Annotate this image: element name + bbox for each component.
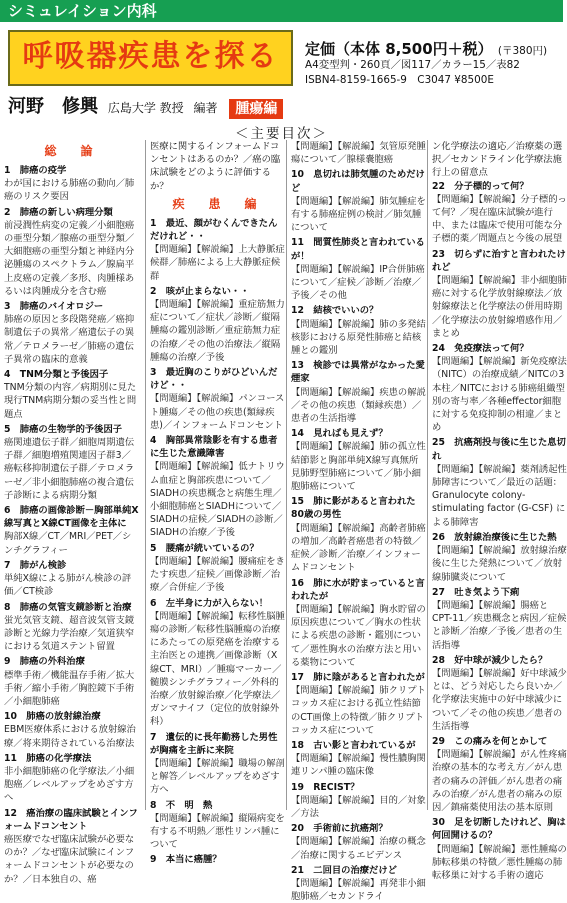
entry-heading — [150, 542, 285, 555]
toc-column-2 — [145, 140, 285, 866]
entry-title: 肺癌のバイオロジー — [19, 301, 104, 313]
entry-title: 足を切断したけれど、胸は何回開けるの？ — [432, 817, 566, 842]
toc-entry — [4, 504, 139, 557]
toc-entry — [432, 531, 567, 584]
entry-number: 13 — [291, 360, 304, 372]
toc-entry — [432, 735, 567, 814]
toc-entry — [4, 807, 139, 886]
spec-isbn: ISBN4-8159-1665-9 C3047 ¥8500E — [305, 74, 494, 86]
toc-entry — [432, 654, 567, 733]
entry-title: 間質性肺炎と言われているが！ — [291, 237, 425, 262]
toc-entry — [4, 601, 139, 654]
entry-heading — [4, 164, 139, 177]
toc-entry — [291, 781, 426, 821]
entry-number: 18 — [291, 739, 304, 751]
entry-heading — [4, 300, 139, 313]
entry-title: 免疫療法って何？ — [454, 343, 529, 355]
toc-entry — [291, 427, 426, 493]
entry-heading — [432, 342, 567, 355]
entry-description: 【問題編】【解説編】重症筋無力症について／症状／診断／縦隔腫瘍の鑑別診断／重症筋無力症の治療／その他の治療法／縦隔腫瘍の治療／予後 — [150, 299, 285, 363]
entry-number: 12 — [4, 807, 17, 819]
entry-title: 吐き気よう下痢 — [454, 586, 520, 598]
toc-entry — [291, 577, 426, 669]
entry-number: 3 — [4, 301, 11, 313]
toc-entry — [150, 434, 285, 540]
entry-number: 7 — [150, 731, 157, 743]
toc-entry — [432, 436, 567, 528]
entry-title: 古い影と言われているが — [313, 739, 416, 751]
entry-description: 【問題編】【解説編】分子標的って何？／現在臨床試験が進行中、または臨床で使用可能な分子標的薬／問題点と今後の展望 — [432, 193, 567, 245]
entry-title: 腰痛が続いているの？ — [165, 542, 259, 554]
entry-number: 17 — [291, 671, 304, 683]
toc-entry — [150, 366, 285, 432]
entry-description: 【問題編】【解説編】慢性膿胸関連リンパ腫の臨床像 — [291, 753, 426, 778]
entry-number: 24 — [432, 343, 445, 355]
toc-entry — [150, 542, 285, 595]
entry-title: 癌治療の臨床試験とインフォームドコンセント — [4, 807, 138, 832]
entry-number: 19 — [291, 781, 304, 793]
toc-entry — [4, 655, 139, 708]
entry-description: 肺癌の原因と多段階発癌／癌抑制遺伝子の異常／癌遺伝子の異常／テロメラーゼ／肺癌の遺伝子異常の臨床的意義 — [4, 314, 135, 365]
entry-heading — [291, 236, 426, 262]
toc-entry — [150, 731, 285, 797]
entry-number: 11 — [291, 237, 304, 249]
entry-heading — [150, 366, 285, 392]
entry-description: 【問題編】【解説編】縦隔病変を有する不明熱／悪性リンパ腫について — [150, 812, 285, 851]
entry-description: 癌関連遺伝子群／細胞周期遺伝子群／細胞増殖関連因子群3／癌転移抑制遺伝子群／テロメラーゼ／非小細胞肺癌の複合遺伝子診断による病期分類 — [4, 437, 135, 501]
toc-entry — [291, 864, 426, 903]
toc-entry — [4, 752, 139, 805]
toc-entry — [432, 342, 567, 434]
entry-number: 2 — [150, 285, 157, 297]
editor-role: 編著 — [193, 101, 218, 115]
entry-heading — [150, 731, 285, 757]
entry-description: 前浸潤性病変の定義／小細胞癌の亜型分類／腺癌の亜型分類／大細胞癌の亜型分類と神経内分泌腫瘍のスペクトラム／腺扁平上皮癌の定義／多形、肉腫様あるいは肉腫成分を含む癌 — [4, 219, 135, 297]
entry-description: 癌医療でなぜ臨床試験が必要なのか？／なぜ臨床試験にインフォームドコンセントが必要なのか？／日本独自の、癌 — [4, 833, 135, 885]
entry-number: 11 — [4, 752, 17, 764]
entry-number: 14 — [291, 428, 304, 440]
entry-heading — [291, 822, 426, 835]
entry-description: 【問題編】【解説編】治療の概念／治療に関するエビデンス — [291, 836, 426, 861]
entry-number: 7 — [4, 559, 11, 571]
entry-title: 咳が止まらない・・ — [165, 285, 250, 297]
entry-title: 切らずに治すと言われたけれど — [432, 248, 566, 273]
entry-heading — [4, 206, 139, 219]
entry-description: 【問題編】【解説編】がん性疼痛治療の基本的な考え方／がん患者の痛みの評価／がん患者の痛みの治療／がん患者の痛みの原因／鎮痛薬使用法の基本原則 — [432, 749, 567, 813]
entry-number: 10 — [291, 169, 304, 181]
entry-number: 28 — [432, 654, 445, 666]
entry-title: 左半身に力が入らない！ — [165, 597, 269, 609]
entry-description: 【問題編】【解説編】好中球減少とは、どう対応したら良いか／化学療法実施中の好中球減少について／その他の疾患／患者の生活指導 — [432, 667, 567, 732]
entry-title: 不 明 熱 — [165, 799, 213, 811]
entry-title: 肺癌の生物学的予後因子 — [19, 423, 123, 435]
spec-format: A4変型判・260頁／図117／カラー15／表82 — [305, 59, 520, 71]
entry-description: 【問題編】【解説編】放射線治療後に生じた発熱について／放射線肺臓炎について — [432, 545, 567, 583]
entry-heading — [291, 864, 426, 877]
entry-heading — [432, 436, 567, 462]
entry-number: 21 — [291, 864, 304, 876]
entry-title: 肺癌の化学療法 — [26, 752, 92, 764]
toc-entry — [150, 217, 285, 283]
toc-entry — [4, 368, 139, 421]
entry-title: 検診では異常がなかった愛煙家 — [291, 360, 425, 385]
entry-heading — [291, 359, 426, 385]
entry-heading — [4, 710, 139, 723]
entry-number: 1 — [150, 217, 157, 229]
editor-line — [8, 92, 283, 119]
toc-entry — [4, 206, 139, 298]
section-heading-disease: 疾 患 編 — [172, 196, 263, 211]
entry-heading — [150, 285, 285, 298]
entry-title: 肺癌の新しい病理分類 — [19, 206, 113, 218]
entry-heading — [4, 752, 139, 765]
entry-title: 肺に水が貯まっていると言われたが — [291, 577, 425, 602]
entry-title: 最近、顔がむくんできたんだけれど・・ — [150, 217, 278, 243]
series-banner: シミュレイション内科 — [0, 0, 563, 22]
entry-description: 【問題編】【解説編】再発非小細胞肺癌／セカンドライ — [291, 877, 426, 903]
entry-number: 25 — [432, 437, 445, 449]
entry-number: 16 — [291, 577, 304, 589]
entry-title: 肺癌の外科治療 — [19, 656, 85, 668]
toc-entry — [291, 236, 426, 302]
entry-description: 【問題編】【解説編】胸水貯留の原因疾患について／胸水の性状による疾患の診断・鑑別について／悪性胸水の治療方法と用いる薬物について — [291, 603, 426, 668]
entry-description: TNM分類の内容／病期別に見た現行TNM病期分類の妥当性と問題点 — [4, 382, 137, 420]
entry-description: 【問題編】【解説編】転移性脳腫瘍の診断／転移性脳腫瘍の治療にあたっての原発癌を治療する主治医との連携／画像診断（X線CT、MRI）／腫瘍マーカー／髄膜シンチグラフィー／外科的治療／放射線治療／化学療法／ガンマナイフ（定位的放射線外科） — [150, 610, 285, 728]
entry-description: 【問題編】【解説編】疾患の解説／その他の疾患（類縁疾患）／患者の生活指導 — [291, 386, 426, 425]
entry-description: 【問題編】【解説編】非小細胞肺癌に対する化学放射線療法／放射線療法と化学療法の併用時期／化学療法の放射線増感作用／まとめ — [432, 275, 567, 339]
entry-description: 【問題編】【解説編】肺の孤立性結節影と胸部単純X線写真無所見肺野型肺癌について／肺小細胞肺癌について — [291, 441, 426, 493]
entry-description: 【問題編】【解説編】パンコースト腫瘍／その他の疾患(類縁疾患)／インフォームドコンセント — [150, 393, 285, 431]
entry-number: 29 — [432, 735, 445, 747]
editor-affiliation: 広島大学 教授 — [107, 101, 184, 115]
column-continuation: ン化学療法の適応／治療薬の選択／セカンドライン化学療法施行上の留意点 — [432, 141, 563, 179]
toc-entry — [4, 423, 139, 502]
toc-entry — [150, 853, 285, 866]
toc-title: ＜主要目次＞ — [235, 126, 328, 142]
toc-column-1 — [4, 140, 139, 885]
entry-heading — [291, 168, 426, 194]
entry-title: 結核でいいの？ — [313, 305, 379, 317]
entry-description: 標準手術／機能温存手術／拡大手術／縮小手術／胸腔鏡下手術／小細胞肺癌 — [4, 669, 135, 707]
entry-heading — [4, 559, 139, 572]
toc-entry — [432, 180, 567, 246]
entry-title: 見ればも見えず？ — [313, 428, 388, 440]
entry-heading — [4, 368, 139, 381]
entry-number: 20 — [291, 823, 304, 835]
entry-heading — [150, 597, 285, 610]
entry-heading — [4, 807, 139, 833]
entry-heading — [291, 495, 426, 521]
entry-heading — [432, 180, 567, 193]
toc-entry — [432, 816, 567, 882]
entry-description: 【問題編】【解説編】上大静脈症候群／肺癌による上大静脈症候群 — [150, 244, 285, 282]
toc-column-4 — [427, 140, 567, 881]
entry-description: 非小細胞肺癌の化学療法／小細胞癌／レベルアップをめざす方へ — [4, 765, 135, 804]
entry-heading — [432, 654, 567, 667]
column-continuation: 医療に関するインフォームドコンセントはあるのか？／癌の臨床試験をどのように評価するか？ — [150, 141, 281, 192]
entry-title: RECIST？ — [313, 781, 360, 793]
toc-entry — [4, 559, 139, 599]
editor-name: 河野 修興 — [8, 96, 98, 117]
entry-number: 8 — [4, 601, 11, 613]
entry-title: 好中球が減少したら？ — [454, 654, 548, 666]
entry-title: 放射線治療後に生じた熱 — [454, 531, 557, 543]
entry-heading — [432, 586, 567, 599]
entry-title: 胸部異常陰影を有する患者に生じた意識障害 — [150, 435, 278, 460]
entry-heading — [4, 655, 139, 668]
entry-heading — [291, 739, 426, 752]
toc-entry — [291, 739, 426, 779]
entry-description: 【問題編】【解説編】気管原発腫瘍について／腺様嚢胞癌 — [291, 141, 426, 166]
entry-title: 息切れは肺気腫のためだけど — [291, 169, 425, 194]
entry-heading — [291, 427, 426, 440]
entry-number: 8 — [150, 799, 157, 811]
entry-number: 15 — [291, 496, 304, 508]
entry-description: 【問題編】【解説編】腰痛症をきたす疾患／症候／画像診断／治療／合併症／予後 — [150, 555, 285, 594]
entry-description: 【問題編】【解説編】悪性腫瘍の肺転移巣の特徴／悪性腫瘍の肺転移巣に対する手術の適応 — [432, 843, 567, 881]
entry-heading — [291, 577, 426, 603]
entry-description: わが国における肺癌の動向／肺癌のリスク要因 — [4, 178, 135, 203]
toc-entry — [291, 822, 426, 862]
entry-number: 1 — [4, 165, 11, 176]
toc-entry — [4, 300, 139, 366]
entry-number: 6 — [150, 597, 157, 609]
entry-heading — [432, 816, 567, 842]
entry-heading — [291, 781, 426, 794]
entry-description: 蛍光気管支鏡、超音波気管支鏡診断と光線力学治療／気道狭窄における気道ステント留置 — [4, 614, 135, 653]
entry-title: 肺に影があると言われた80歳の男性 — [291, 496, 416, 521]
entry-title: 肺癌の放射線治療 — [26, 711, 101, 723]
entry-number: 22 — [432, 180, 445, 192]
entry-title: この痛みを何とかして — [454, 735, 548, 747]
section-heading-general: 総 論 — [44, 144, 99, 158]
entry-title: TNM分類と予後因子 — [19, 369, 109, 381]
entry-number: 9 — [4, 656, 11, 668]
toc-entry — [432, 586, 567, 652]
toc-entry — [4, 710, 139, 750]
entry-title: 遺伝的に長年勤務した男性が胸痛を主訴に来院 — [150, 731, 278, 756]
toc-entry — [150, 285, 285, 364]
toc-entry — [291, 495, 426, 574]
entry-description: 【問題編】【解説編】高齢者肺癌の増加／高齢者癌患者の特徴／症候／診断／治療／インフォームドコンセント — [291, 522, 426, 574]
entry-title: 手術前に抗癌剤？ — [313, 823, 388, 835]
entry-description: 【問題編】【解説編】低ナトリウム血症と胸部疾患について／SIADHの疾患概念と病態生理／小細胞肺癌とSIADHについて／SIADHの症候／SIADHの診断／SIADHの治療／予後 — [150, 461, 285, 539]
entry-number: 10 — [4, 711, 17, 723]
entry-description: 【問題編】【解説編】職場の解剖と解答／レベルアップをめざす方へ — [150, 757, 285, 796]
price — [305, 38, 547, 59]
book-title: 呼吸器疾患を探る — [8, 30, 293, 86]
entry-title: 本当に癌腫？ — [165, 854, 222, 866]
entry-description: 【問題編】【解説編】目的／対象／方法 — [291, 794, 426, 819]
entry-title: 二回目の治療だけど — [313, 864, 397, 876]
entry-description: 【問題編】【解説編】薬剤誘起性肺障害について／最近の話題：Granulocyte colony-stimulating factor (G-CSF) による肺障害 — [432, 463, 567, 528]
entry-heading — [291, 671, 426, 684]
toc-entry — [291, 359, 426, 425]
entry-title: 肺癌の画像診断－胸部単純X線写真とX線CT画像を主体に — [4, 505, 139, 530]
entry-number: 5 — [150, 542, 157, 554]
price-main: 定価（本体 8,500円＋税） — [305, 40, 493, 58]
entry-number: 5 — [4, 423, 11, 435]
toc-entry — [432, 248, 567, 340]
entry-number: 12 — [291, 305, 304, 317]
toc-entry — [291, 140, 426, 166]
entry-number: 4 — [150, 435, 157, 447]
entry-description: 単純X線による肺がん検診の評価／CT検診 — [4, 573, 132, 598]
toc-entry — [291, 168, 426, 234]
entry-title: 最近胸のこりがひどいんだけど・・ — [150, 367, 278, 392]
entry-description: EBM医療体系における放射線治療／将来期待されている治療法 — [4, 724, 136, 749]
entry-description: 【問題編】【解説編】肺クリプトコッカス症における孤立性結節のCT画像上の特徴／肺クリプトコッカス症について — [291, 685, 426, 736]
toc-entry — [291, 304, 426, 357]
toc-column-3 — [286, 140, 426, 903]
toc-entry — [291, 671, 426, 737]
entry-description: 【問題編】【解説編】新免疫療法（NITC）の治療成績／NITCの3本柱／NITCにおける肺癌組織型別の寄与率／各種effector細胞に対する免疫抑制の相違／まとめ — [432, 356, 567, 434]
entry-title: 抗癌剤投与後に生じた息切れ — [432, 437, 566, 462]
entry-heading — [150, 799, 285, 812]
entry-heading — [4, 601, 139, 614]
entry-number: 30 — [432, 817, 445, 829]
entry-description: 【問題編】【解説編】IP合併肺癌について／症候／診断／治療／予後／その他 — [291, 263, 425, 302]
entry-description: 胸部X線／CT／MRI／PET／シンチグラフィー — [4, 531, 132, 556]
entry-heading — [432, 735, 567, 748]
entry-heading — [150, 434, 285, 460]
entry-heading — [291, 304, 426, 317]
book-specs — [305, 58, 560, 88]
entry-title: 肺癌の疫学 — [19, 165, 67, 176]
entry-title: 肺癌の気管支鏡診断と治療 — [19, 601, 132, 613]
entry-title: 分子標的って何？ — [454, 180, 529, 192]
entry-description: 【問題編】【解説編】腸癌とCPT-11／疾患概念と病因／症候と診断／治療／予後／患者の生活指導 — [432, 599, 567, 651]
entry-number: 9 — [150, 854, 157, 866]
entry-heading — [432, 248, 567, 274]
entry-number: 23 — [432, 248, 445, 260]
entry-title: 肺に陰があると言われたが — [313, 671, 425, 683]
entry-number: 3 — [150, 367, 157, 379]
entry-description: 【問題編】【解説編】肺の多発結核影における原発性肺癌と結核腫との鑑別 — [291, 318, 426, 357]
entry-heading — [150, 853, 285, 866]
entry-number: 26 — [432, 531, 445, 543]
entry-heading — [150, 217, 285, 243]
entry-number: 4 — [4, 369, 11, 381]
entry-number: 2 — [4, 206, 11, 218]
price-shipping: (〒380円) — [497, 45, 548, 57]
entry-description: 【問題編】【解説編】肺気腫症を有する肺癌症例の検討／肺気腫について — [291, 195, 426, 234]
toc-entry — [150, 799, 285, 852]
entry-heading — [432, 531, 567, 544]
edition-badge: 腫瘍編 — [229, 99, 283, 119]
entry-heading — [4, 423, 139, 436]
entry-number: 6 — [4, 505, 11, 517]
entry-number: 27 — [432, 586, 445, 598]
entry-heading — [4, 504, 139, 530]
toc-entry — [4, 164, 139, 204]
entry-title: 肺がん検診 — [19, 559, 67, 571]
toc-entry — [150, 597, 285, 729]
